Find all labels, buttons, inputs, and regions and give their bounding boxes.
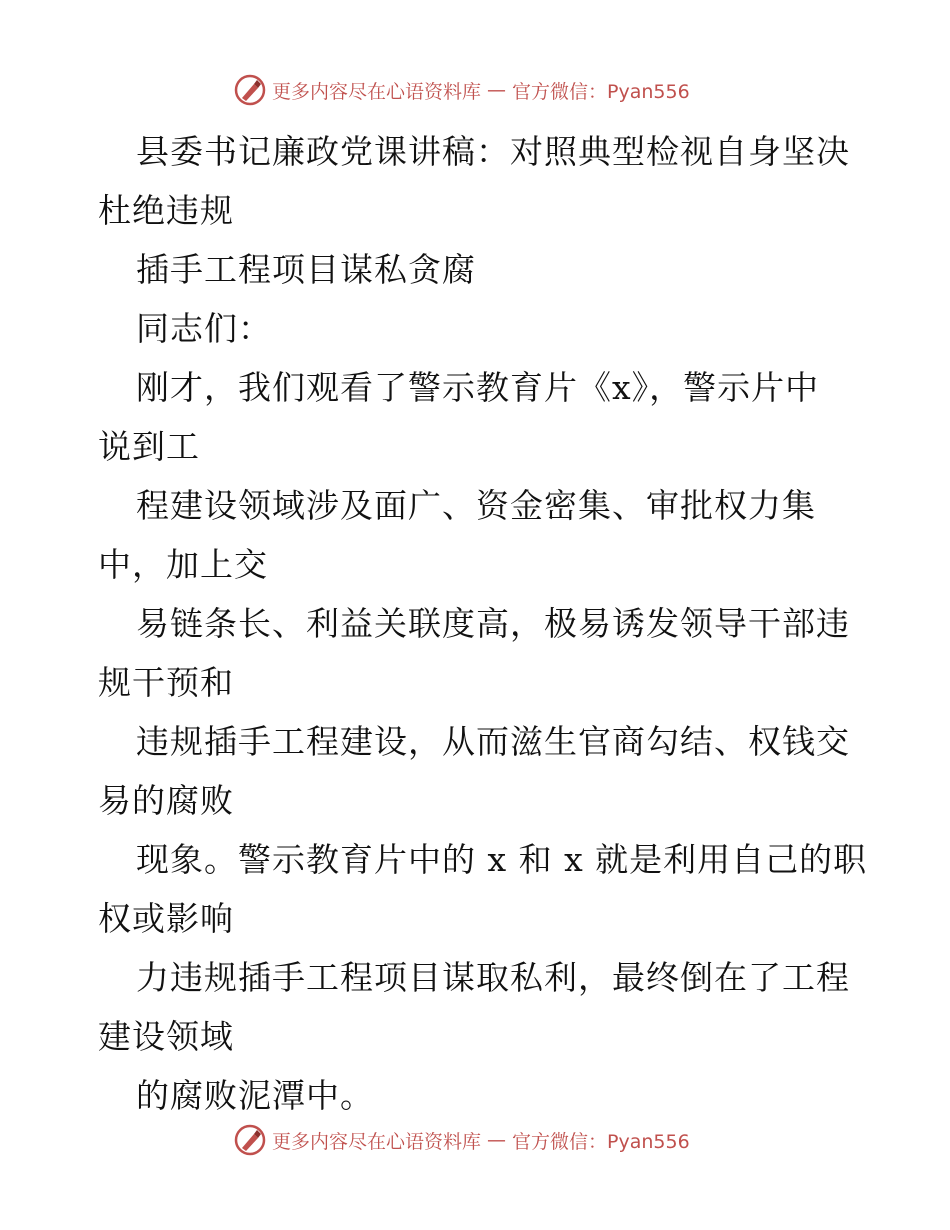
text-line: 程建设领域涉及面广、资金密集、审批权力集	[136, 486, 816, 525]
text-line: 中，加上交	[98, 545, 268, 584]
text-line: 插手工程项目谋私贪腐	[136, 250, 476, 289]
text-line: 力违规插手工程项目谋取私利，最终倒在了工程	[136, 958, 850, 997]
watermark-text: 更多内容尽在心语资料库	[272, 80, 482, 103]
text-line: 规干预和	[98, 663, 234, 702]
document-body	[98, 122, 868, 1125]
pen-logo-icon	[234, 74, 266, 106]
watermark-dash: —	[487, 79, 507, 101]
text-line: 刚才，我们观看了警示教育片《x》，警示片中	[136, 368, 820, 407]
text-line: 违规插手工程建设，从而滋生官商勾结、权钱交	[136, 722, 850, 761]
header-watermark	[234, 73, 690, 107]
text-line: 现象。警示教育片中的 x 和 x 就是利用自己的职	[136, 840, 868, 879]
text-line: 权或影响	[98, 899, 234, 938]
text-line: 的腐败泥潭中。	[136, 1076, 374, 1115]
text-line: 说到工	[98, 427, 200, 466]
text-line: 易链条长、利益关联度高，极易诱发领导干部违	[136, 604, 850, 643]
text-line: 杜绝违规	[98, 191, 234, 230]
footer-watermark	[234, 1123, 690, 1157]
text-line: 建设领域	[98, 1017, 234, 1056]
watermark-contact: 官方微信：Pyan556	[512, 1130, 690, 1153]
watermark-dash: —	[487, 1129, 507, 1151]
watermark-text: 更多内容尽在心语资料库	[272, 1130, 482, 1153]
watermark-contact: 官方微信：Pyan556	[512, 80, 690, 103]
pen-logo-icon	[234, 1124, 266, 1156]
text-line: 县委书记廉政党课讲稿：对照典型检视自身坚决	[136, 132, 850, 171]
text-line: 易的腐败	[98, 781, 234, 820]
text-line: 同志们：	[136, 309, 272, 348]
